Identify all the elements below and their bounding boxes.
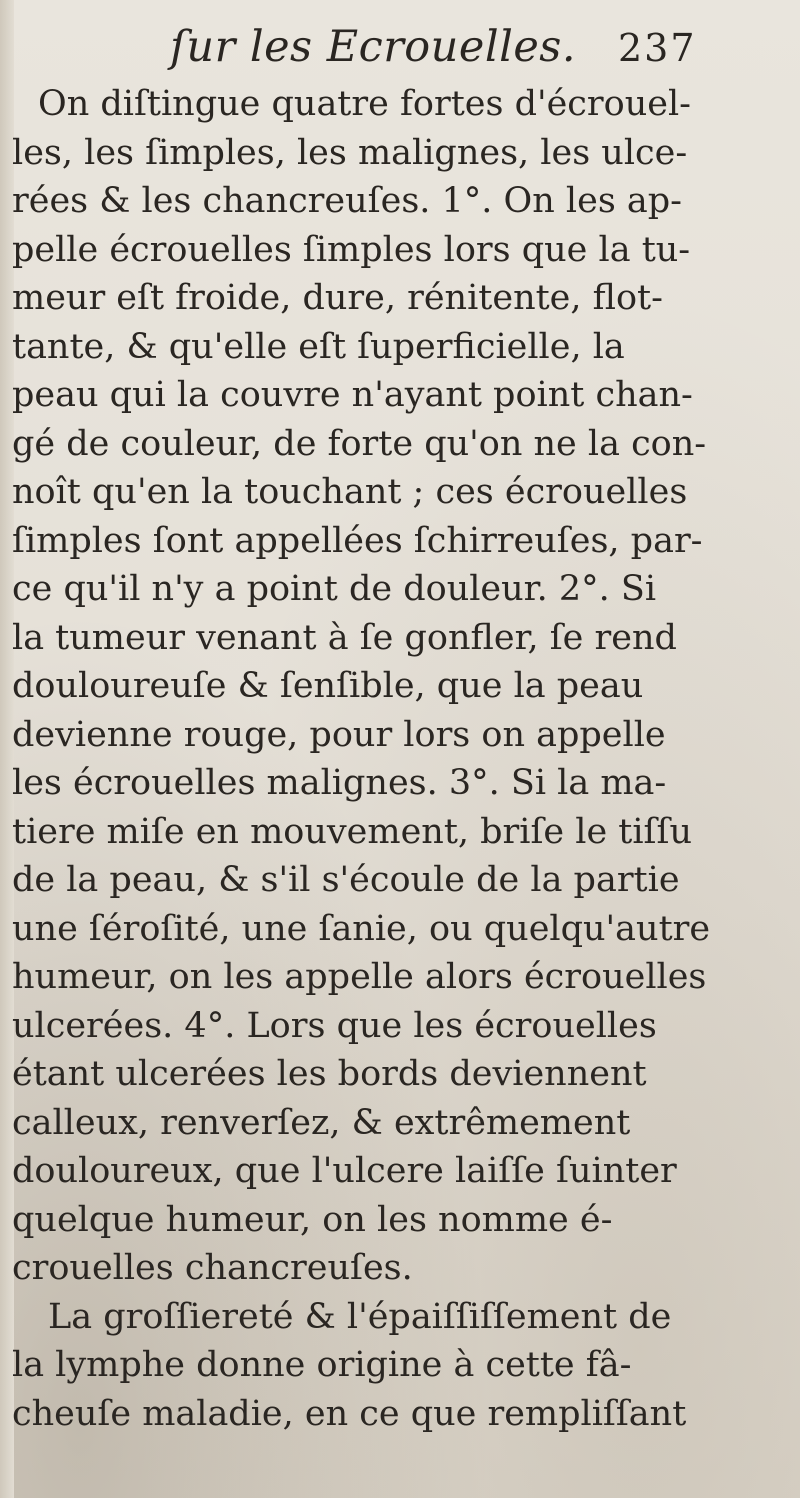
text-line: ulcerées. 4°. Lors que les écrouelles	[12, 1005, 657, 1046]
text-line: gé de couleur, de forte qu'on ne la con-	[12, 423, 707, 464]
text-line: ce qu'il n'y a point de douleur. 2°. Si	[12, 569, 657, 609]
text-line: étant ulcerées les bords deviennent	[12, 1054, 647, 1094]
text-line: la lymphe donne origine à cette fâ-	[12, 1345, 632, 1385]
text-line: tante, & qu'elle eſt ſuperficielle, la	[12, 326, 625, 367]
text-line: pelle écrouelles ſimples lors que la tu-	[12, 229, 691, 270]
text-line: meur eſt froide, dure, rénitente, flot-	[12, 278, 663, 318]
text-line: crouelles chancreuſes.	[12, 1248, 413, 1288]
text-line: la tumeur venant à ſe gonfler, ſe rend	[12, 617, 677, 658]
text-line: les écrouelles malignes. 3°. Si la ma-	[12, 763, 667, 803]
text-line: On diſtingue quatre fortes d'écrouel-	[38, 84, 691, 124]
text-line: quelque humeur, on les nomme é-	[12, 1199, 613, 1240]
text-line: une ſéroſité, une ſanie, ou quelqu'autre	[12, 908, 711, 949]
text-line: rées & les chancreuſes. 1°. On les ap-	[12, 181, 683, 221]
text-line: devienne rouge, pour lors on appelle	[12, 714, 666, 755]
text-line: douloureux, que l'ulcere laiſſe ſuinter	[12, 1151, 677, 1191]
text-line: noît qu'en la touchant ; ces écrouelles	[12, 472, 688, 512]
page-header	[0, 22, 800, 82]
text-line: douloureuſe & ſenſible, que la peau	[12, 666, 644, 706]
text-line: calleux, renverſez, & extrêmement	[12, 1102, 631, 1143]
text-line: les, les ſimples, les malignes, les ulce-	[12, 132, 688, 173]
running-title: ſur les Ecrouelles.	[170, 22, 577, 72]
text-line: de la peau, & s'il s'écoule de la partie	[12, 860, 680, 900]
text-line: ſimples ſont appellées ſchirreuſes, par-	[12, 520, 703, 561]
page-number: 237	[618, 26, 697, 70]
text-line: peau qui la couvre n'ayant point chan-	[12, 375, 693, 415]
body-text	[12, 80, 717, 1438]
text-line: La groſſiereté & l'épaiſſiſſement de	[48, 1296, 672, 1337]
text-line: humeur, on les appelle alors écrouelles	[12, 957, 707, 997]
text-line: cheuſe maladie, en ce que rempliſſant	[12, 1393, 687, 1434]
text-line: tiere miſe en mouvement, briſe le tiſſu	[12, 811, 693, 852]
